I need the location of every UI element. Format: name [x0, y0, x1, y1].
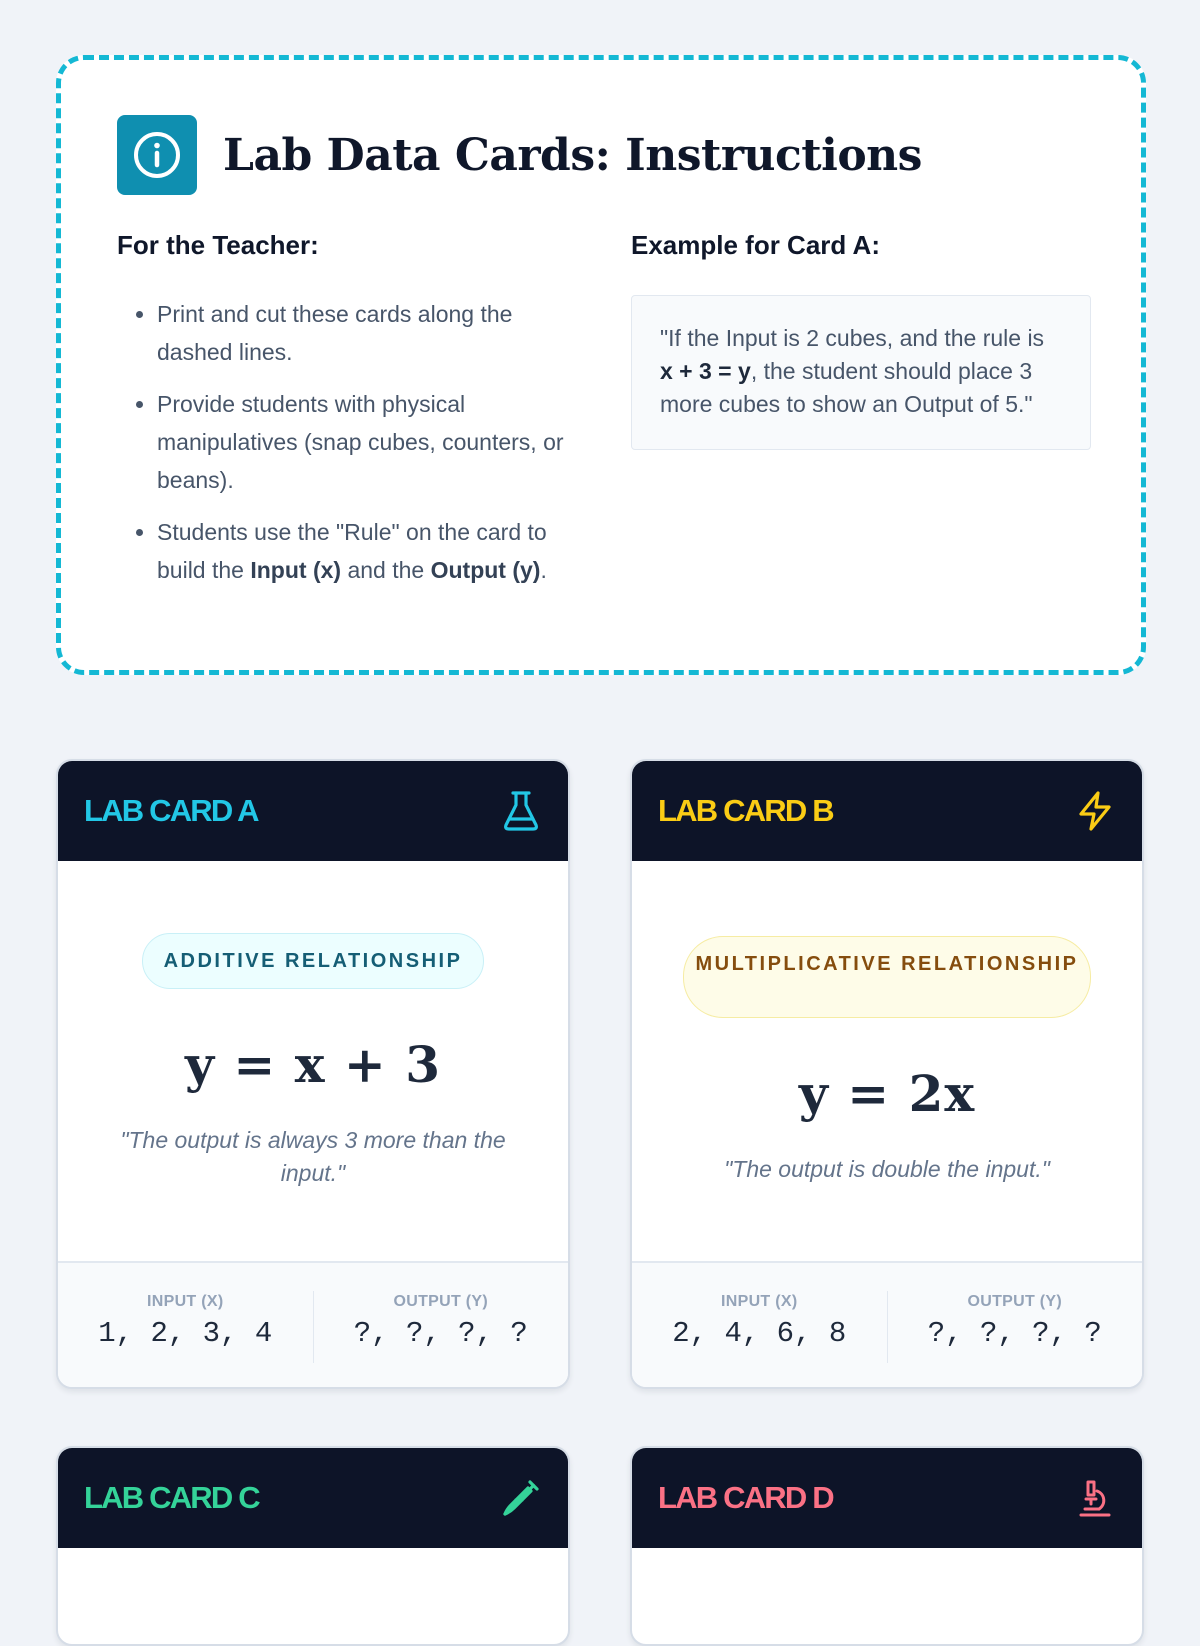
card-title: LAB CARD D: [658, 1480, 833, 1515]
input-label: INPUT (X): [721, 1293, 798, 1310]
card-footer: [632, 1261, 1142, 1389]
input-values: 2, 4, 6, 8: [672, 1317, 847, 1350]
microscope-icon: [1074, 1477, 1116, 1519]
card-title: LAB CARD C: [84, 1480, 259, 1515]
relationship-badge: MULTIPLICATIVE RELATIONSHIP: [683, 936, 1091, 1018]
card-header: [632, 761, 1142, 861]
card-body: [58, 861, 568, 1261]
output-column: [313, 1291, 569, 1363]
output-values: ?, ?, ?, ?: [927, 1317, 1102, 1350]
input-values: 1, 2, 3, 4: [98, 1317, 273, 1350]
teacher-steps: [117, 295, 577, 589]
teacher-column: [117, 230, 577, 603]
lightning-icon: [1074, 790, 1116, 832]
card-title: LAB CARD A: [84, 793, 258, 828]
rule-description: "The output is always 3 more than the input.": [120, 1126, 506, 1186]
card-header: [58, 1448, 568, 1548]
example-box: "If the Input is 2 cubes, and the rule is x + 3 = y, the student should place 3 more cubes to show an Output of 5.": [631, 295, 1091, 450]
example-column: [631, 230, 1091, 450]
instructions-panel: [56, 55, 1146, 675]
output-label: OUTPUT (Y): [967, 1293, 1063, 1310]
example-rule: x + 3 = y: [660, 358, 751, 384]
step-item: • Print and cut these cards along the dashed lines.: [157, 295, 577, 371]
lab-card-d: [630, 1446, 1144, 1646]
relationship-badge: ADDITIVE RELATIONSHIP: [142, 933, 484, 989]
flask-icon: [500, 790, 542, 832]
card-footer: [58, 1261, 568, 1389]
output-label: OUTPUT (Y): [393, 1293, 489, 1310]
output-term: Output (y): [430, 557, 541, 583]
output-values: ?, ?, ?, ?: [353, 1317, 528, 1350]
input-column: [58, 1291, 313, 1363]
card-header: [632, 1448, 1142, 1548]
lab-card-a: [56, 759, 570, 1389]
card-header: [58, 761, 568, 861]
input-term: Input (x): [250, 557, 342, 583]
input-column: [632, 1291, 887, 1363]
output-column: [887, 1291, 1143, 1363]
instructions-header: [117, 115, 922, 195]
step-item: • Provide students with physical manipulatives (snap cubes, counters, or beans).: [157, 385, 577, 499]
teacher-heading: For the Teacher:: [117, 230, 319, 260]
input-label: INPUT (X): [147, 1293, 224, 1310]
card-title: LAB CARD B: [658, 793, 833, 828]
step-item: • Students use the "Rule" on the card to build the Input (x) and the Output (y).: [157, 513, 577, 589]
example-heading: Example for Card A:: [631, 230, 880, 260]
lab-card-c: [56, 1446, 570, 1646]
rule-equation: y = x + 3: [184, 1034, 442, 1094]
card-body: [632, 861, 1142, 1261]
rule-equation: y = 2x: [798, 1064, 976, 1123]
pipette-icon: [500, 1477, 542, 1519]
info-icon: [117, 115, 197, 195]
lab-card-b: [630, 759, 1144, 1389]
rule-description: "The output is double the input.": [724, 1156, 1050, 1182]
instructions-title: Lab Data Cards: Instructions: [223, 129, 922, 181]
